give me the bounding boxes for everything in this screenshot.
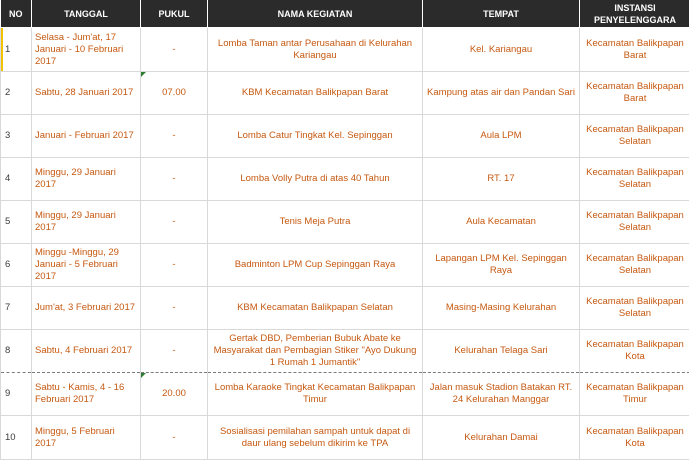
cell-instansi[interactable]: Kecamatan Balikpapan Kota — [580, 330, 689, 373]
cell-no[interactable]: 6 — [1, 244, 32, 287]
cell-no[interactable]: 5 — [1, 201, 32, 244]
cell-tanggal[interactable]: Sabtu, 4 Februari 2017 — [32, 330, 141, 373]
cell-tanggal[interactable]: Minggu, 5 Februari 2017 — [32, 416, 141, 460]
cell-pukul[interactable]: 20.00 — [141, 373, 208, 416]
cell-no[interactable]: 3 — [1, 115, 32, 158]
cell-pukul[interactable]: - — [141, 416, 208, 460]
cell-tempat[interactable]: RT. 17 — [423, 158, 580, 201]
cell-tempat[interactable]: Kampung atas air dan Pandan Sari — [423, 72, 580, 115]
table-row — [1, 72, 689, 115]
cell-no[interactable]: 7 — [1, 287, 32, 330]
cell-tempat[interactable]: Lapangan LPM Kel. Sepinggan Raya — [423, 244, 580, 287]
cell-no[interactable]: 4 — [1, 158, 32, 201]
cell-tanggal[interactable]: Januari - Februari 2017 — [32, 115, 141, 158]
cell-pukul[interactable]: - — [141, 158, 208, 201]
cell-kegiatan[interactable]: Lomba Karaoke Tingkat Kecamatan Balikpapan Timur — [208, 373, 423, 416]
cell-pukul[interactable]: - — [141, 287, 208, 330]
header-tanggal[interactable]: TANGGAL — [32, 0, 141, 28]
cell-no[interactable]: 8 — [1, 330, 32, 373]
header-nama-kegiatan[interactable]: NAMA KEGIATAN — [208, 0, 423, 28]
table-row — [1, 115, 689, 158]
cell-kegiatan[interactable]: KBM Kecamatan Balikpapan Barat — [208, 72, 423, 115]
cell-kegiatan[interactable]: Lomba Volly Putra di atas 40 Tahun — [208, 158, 423, 201]
cell-tempat[interactable]: Masing-Masing Kelurahan — [423, 287, 580, 330]
header-pukul[interactable]: PUKUL — [141, 0, 208, 28]
cell-tempat[interactable]: Kel. Kariangau — [423, 28, 580, 72]
cell-kegiatan[interactable]: Sosialisasi pemilahan sampah untuk dapat di daur ulang sebelum dikirim ke TPA — [208, 416, 423, 460]
cell-kegiatan[interactable]: Gertak DBD, Pemberian Bubuk Abate ke Masyarakat dan Pembagian Stiker "Ayo Dukung 1 Rumah 1 Jumantik" — [208, 330, 423, 373]
cell-pukul[interactable]: - — [141, 28, 208, 72]
cell-kegiatan[interactable]: Lomba Taman antar Perusahaan di Kelurahan Kariangau — [208, 28, 423, 72]
header-row — [1, 0, 689, 28]
cell-tanggal[interactable]: Selasa - Jum'at, 17 Januari - 10 Februari 2017 — [32, 28, 141, 72]
cell-no[interactable]: 2 — [1, 72, 32, 115]
cell-tempat[interactable]: Jalan masuk Stadion Batakan RT. 24 Kelurahan Manggar — [423, 373, 580, 416]
cell-tanggal[interactable]: Minggu, 29 Januari 2017 — [32, 201, 141, 244]
cell-pukul[interactable]: - — [141, 330, 208, 373]
cell-instansi[interactable]: Kecamatan Balikpapan Barat — [580, 28, 689, 72]
header-tempat[interactable]: TEMPAT — [423, 0, 580, 28]
cell-instansi[interactable]: Kecamatan Balikpapan Barat — [580, 72, 689, 115]
cell-instansi[interactable]: Kecamatan Balikpapan Selatan — [580, 115, 689, 158]
cell-tempat[interactable]: Kelurahan Telaga Sari — [423, 330, 580, 373]
cell-tanggal[interactable]: Sabtu - Kamis, 4 - 16 Februari 2017 — [32, 373, 141, 416]
cell-pukul[interactable]: 07.00 — [141, 72, 208, 115]
cell-pukul[interactable]: - — [141, 201, 208, 244]
table-row — [1, 201, 689, 244]
cell-kegiatan[interactable]: KBM Kecamatan Balikpapan Selatan — [208, 287, 423, 330]
table-row — [1, 330, 689, 373]
header-no[interactable]: NO — [1, 0, 32, 28]
cell-tempat[interactable]: Aula Kecamatan — [423, 201, 580, 244]
table-row — [1, 28, 689, 72]
header-instansi[interactable]: INSTANSI PENYELENGGARA — [580, 0, 689, 28]
cell-tanggal[interactable]: Sabtu, 28 Januari 2017 — [32, 72, 141, 115]
cell-tanggal[interactable]: Minggu -Minggu, 29 Januari - 5 Februari 2017 — [32, 244, 141, 287]
cell-pukul[interactable]: - — [141, 115, 208, 158]
cell-instansi[interactable]: Kecamatan Balikpapan Selatan — [580, 158, 689, 201]
cell-instansi[interactable]: Kecamatan Balikpapan Selatan — [580, 201, 689, 244]
cell-instansi[interactable]: Kecamatan Balikpapan Kota — [580, 416, 689, 460]
table-row — [1, 244, 689, 287]
cell-kegiatan[interactable]: Tenis Meja Putra — [208, 201, 423, 244]
table-row — [1, 373, 689, 416]
cell-no[interactable]: 1 — [1, 28, 32, 72]
cell-pukul[interactable]: - — [141, 244, 208, 287]
cell-kegiatan[interactable]: Badminton LPM Cup Sepinggan Raya — [208, 244, 423, 287]
cell-tempat[interactable]: Kelurahan Damai — [423, 416, 580, 460]
cell-instansi[interactable]: Kecamatan Balikpapan Timur — [580, 373, 689, 416]
cell-tempat[interactable]: Aula LPM — [423, 115, 580, 158]
table-row — [1, 287, 689, 330]
cell-kegiatan[interactable]: Lomba Catur Tingkat Kel. Sepinggan — [208, 115, 423, 158]
cell-tanggal[interactable]: Minggu, 29 Januari 2017 — [32, 158, 141, 201]
table-row — [1, 158, 689, 201]
cell-tanggal[interactable]: Jum'at, 3 Februari 2017 — [32, 287, 141, 330]
table-row — [1, 416, 689, 460]
cell-no[interactable]: 10 — [1, 416, 32, 460]
cell-no[interactable]: 9 — [1, 373, 32, 416]
cell-instansi[interactable]: Kecamatan Balikpapan Selatan — [580, 244, 689, 287]
cell-instansi[interactable]: Kecamatan Balikpapan Selatan — [580, 287, 689, 330]
